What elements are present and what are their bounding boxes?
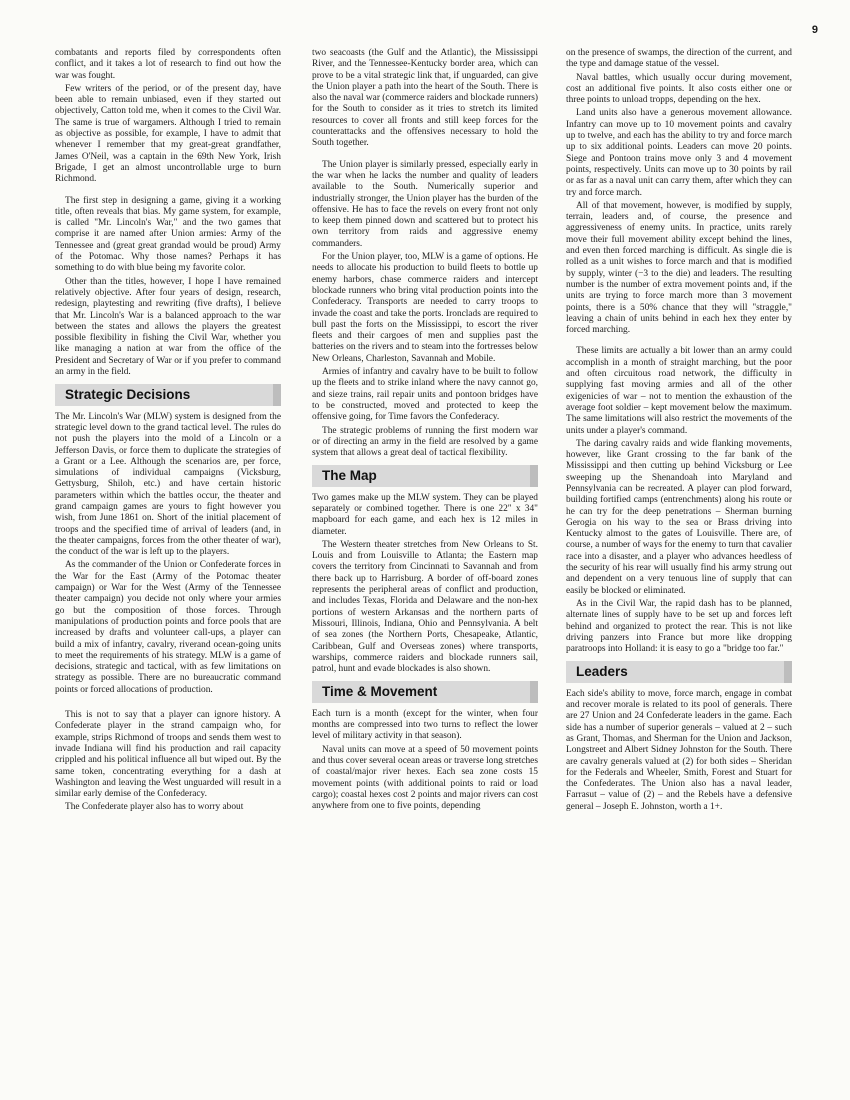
paragraph: This is not to say that a player can ignore history. A Confederate player in the strand campaign who, for example, strips Richmond of troops and sends them west to invade Indiana will find his production and rail capacity crippled and his political influence all but wiped out. By the same token, concentrating everything for a dash at Washington and leaving the West unguarded will result in a similar early demise of the Confederacy. [55,710,281,800]
paragraph: The daring cavalry raids and wide flanking movements, however, like Grant crossing to the far bank of the Mississippi and then cutting up behind Vicksburg or Lee sweeping up the Shenandoah into Maryland and Pennsylvania can be recreated. A player can plod forward, building fortified camps (entrenchments) along his route or he can try for the deep penetrations – Sherman burning Gerogia on his way to the sea or Brass driving into Kentucky almost to the gates of Louisville. There are, of course, a number of ways for the enemy to turn that cavalier race into a disaster, and a player who advances heedless of the security of his rear will usually find his army strung out and dependent on a very tenuous line of supply that can easily be blocked or eliminated. [566,438,792,596]
paragraph: The Mr. Lincoln's War (MLW) system is designed from the strategic level down to the grand tactical level. The rules do not push the players into the mold of a Lincoln or a Jefferson Davis, or force them to duplicate the strategies of a Grant or a Lee. Although the scenarios are, per force, simulations of individual campaigns (Vicksburg, Gettysburg, Shiloh, etc.) and have certain historic parameters within which the battles occur, the theater and grand campaign games are yours to fight however you wish, from June 1861 on. Short of the initial placement of troops and the specified time of arrival of leaders (and, in the theater campaigns, forces from the other theater of war), the conduct of the war is left up to the players. [55,411,281,558]
paragraph: Two games make up the MLW system. They can be played separately or combined together. There is one 22" x 34" mapboard for each game, and each hex is 12 miles in diameter. [312,492,538,537]
column-1 [55,48,281,816]
paragraph: Armies of infantry and cavalry have to be built to follow up the fleets and to strike inland where the navy cannot go, and sieze trains, rail repair units and pontoon bridges have to be constructed, moved and protected to keep the offensive going, for Time favors the Confederacy. [312,367,538,423]
paragraph: These limits are actually a bit lower than an army could accomplish in a month of straight marching, but the poor and often circuitous road network, the difficulty in supplying fast moving armies and all of the other exigenicies of war – not to mention the exhaustion of the average foot soldier – kept movement below the maximum. The same limitations will also restrict the movements of the units under a player's command. [566,346,792,436]
paragraph: two seacoasts (the Gulf and the Atlantic), the Mississippi River, and the Tennessee-Kentucky border area, which can prove to be a vital strategic link that, if unguarded, can give the Union player a path into the heart of the South. There is also the naval war (commerce raiders and blockade runners) for the South to consider as it tries to stretch its limited resources to cover all fronts and still keep forces for the counterattacks and the offensives necessary to hold the South together. [312,48,538,149]
paragraph: The strategic problems of running the first modern war or of directing an army in the field are resolved by a game system that allows a great deal of tactical flexibility. [312,425,538,459]
page-number: 9 [811,24,818,36]
paragraph: Land units also have a generous movement allowance. Infantry can move up to 10 movement points and cavalry up to twelve, and each has the ability to try and force march up to six additional points. Leaders can move 20 points. Siege and Pontoon trains move only 3 and 4 movement points, respectively. Units can move up to 30 points by rail or as far as a naval unit can carry them, after which they can try and force march. [566,108,792,198]
paragraph: Few writers of the period, or of the present day, have been able to remain unbiased, even if they started out objectively, Catton told me, when it comes to the Civil War. The same is true of wargamers. Although I tried to remain as objective as possible, for example, I have to admit that whenever I remember that my great-great grandfather, James O'Neil, was a captain in the 69th New York, Irish Brigade, I get an almost uncontrollable urge to burn Richmond. [55,83,281,185]
section-heading-time-and-movement: Time & Movement [312,681,538,702]
section-heading-leaders: Leaders [566,661,792,682]
paragraph: The Union player is similarly pressed, especially early in the war when he lacks the number and quality of leaders available to the South. Numerically superior and industrially stronger, the Union player has the burden of the offensive. He has to face the revels on every front not only to keep them pinned down and scattered but to protect his own territory from raids and aggressive enemy commanders. [312,159,538,249]
paragraph: Each side's ability to move, force march, engage in combat and recover morale is related to its pool of generals. There are 27 Union and 24 Confederate leaders in the game. Each side has a number of superior generals – valued at 2 – such as Grant, Thomas, and Sherman for the Union and Jackson, Longstreet and Albert Sidney Johnston for the South. There are cavalry generals valued at (2) for both sides – Sheridan for the Federals and Wheeler, Smith, Forest and Stuart for the Confederates. The Union also has a naval leader, Farrasut – value of (2) – and the Rebels have a defensive general – Joseph E. Johnston, worth a 1+. [566,688,792,812]
column-2 [312,48,538,814]
column-3 [566,48,792,815]
section-heading-the-map: The Map [312,465,538,486]
paragraph: The Confederate player also has to worry about [65,802,244,813]
paragraph: As in the Civil War, the rapid dash has to be planned, alternate lines of supply have to be set up and forces left behind and organized to protect the rear. This is not like driving panzers into France but more like dropping paratroops into Holland: it is easy to go a "bridge too far." [566,598,792,655]
paragraph: on the presence of swamps, the direction of the current, and the type and damage statue of the vessel. [566,48,792,70]
paragraph: As the commander of the Union or Confederate forces in the War for the East (Army of the Potomac theater campaign) or War for the West (Army of the Tennessee theater campaign) you decide not only where your armies go but the composition of those forces. Through manipulations of production points and force pools that are increased by drafts and volunteer call-ups, a player can build a mix of infantry, cavalry, riverand ocean-going units to meet the requirements of his strategy. MLW is a game of decisions, strategic and tactical, with as few limitations on strategy as possible. There are no bureaucratic command points or forced allocations of production. [55,560,281,695]
paragraph: The Western theater stretches from New Orleans to St. Louis and from Louisville to Atlanta; the Eastern map covers the territory from Cincinnati to Savannah and from there back up to Harrisburg. A border of off-board zones represents the peripheral areas of conflict and production, and includes Texas, Florida and Delaware and the non-hex portions of western Arkansas and the northern parts of Missouri, Illinois, Indiana, Ohio and Pennsylvania. A belt of sea zones (the Northern Ports, Chesapeake, Atlantic, Caribbean, Gulf and Overseas zones) where transports, warships, commerce raiders and blockade runners sail, patrol, hunt and evade blockades is also shown. [312,539,538,675]
paragraph: The first step in designing a game, giving it a working title, often reveals that bias. My game system, for example, is called "Mr. Lincoln's War," and the two games that comprise it are named after Union armies: Army of the Tennessee and (great great grandad would be proud) Army of the Potomac. Why those names? Perhaps it has something to do with blue being my favorite color. [55,195,281,274]
section-heading-strategic-decisions: Strategic Decisions [55,384,281,405]
paragraph: Each turn is a month (except for the winter, when four months are compressed into two turns to reflect the lower level of military activity in that season). [312,708,538,742]
paragraph: For the Union player, too, MLW is a game of options. He needs to allocate his production to build fleets to bottle up enemy harbors, chase commerce raiders and intercept blockade runners who bring vital production points into the Confederacy. Transports are needed to carry troops to invade the coast and take the ports. Ironclads are required to bull past the forts on the Mississippi, to escort the river fleets and their cargoes of men and supplies past the batteries on the rivers and to steam into the fortresses below New Orleans, Charleston, Savannah and Mobile. [312,252,538,364]
paragraph: Other than the titles, however, I hope I have remained relatively objective. After four years of design, research, redesign, playtesting and rewriting (five drafts), I believe that Mr. Lincoln's War is a balanced approach to the war between the states and allows the players the greatest possible flexibility in fishing the Civil War, whether you like managing a nation at war from the office of the President and Secretary of War or if you prefer to command an army in the field. [55,276,281,378]
paragraph: combatants and reports filed by correspondents often conflict, and it takes a lot of research to find out how the war was fought. [55,48,281,81]
paragraph: Naval units can move at a speed of 50 movement points and thus cover several ocean areas or traverse long stretches of coastal/major river hexes. Each sea zone costs 15 movement points (with additional points to raid or load cargo); coastal hexes cost 2 points and major rivers can cost anywhere from one to five points, depending [312,744,538,812]
paragraph: All of that movement, however, is modified by supply, terrain, leaders and, of course, the presence and aggressiveness of enemy units. In practice, units rarely move their full movement ability except behind the lines, and even then forced marching is difficult. As single die is rolled as a unit wishes to force march and that is modified by supply, winter (−3 to the die) and leaders. The resulting number is the number of extra movement points and, if the units are trying to force march more than 3 movement points, there is a 50% chance that they will "straggle," leaving a chain of units behind in each hex they enter by forced marching. [566,200,792,336]
paragraph: Naval battles, which usually occur during movement, cost an additional five points. It also costs either one or three points to unload tropps, depending on the hex. [566,72,792,106]
